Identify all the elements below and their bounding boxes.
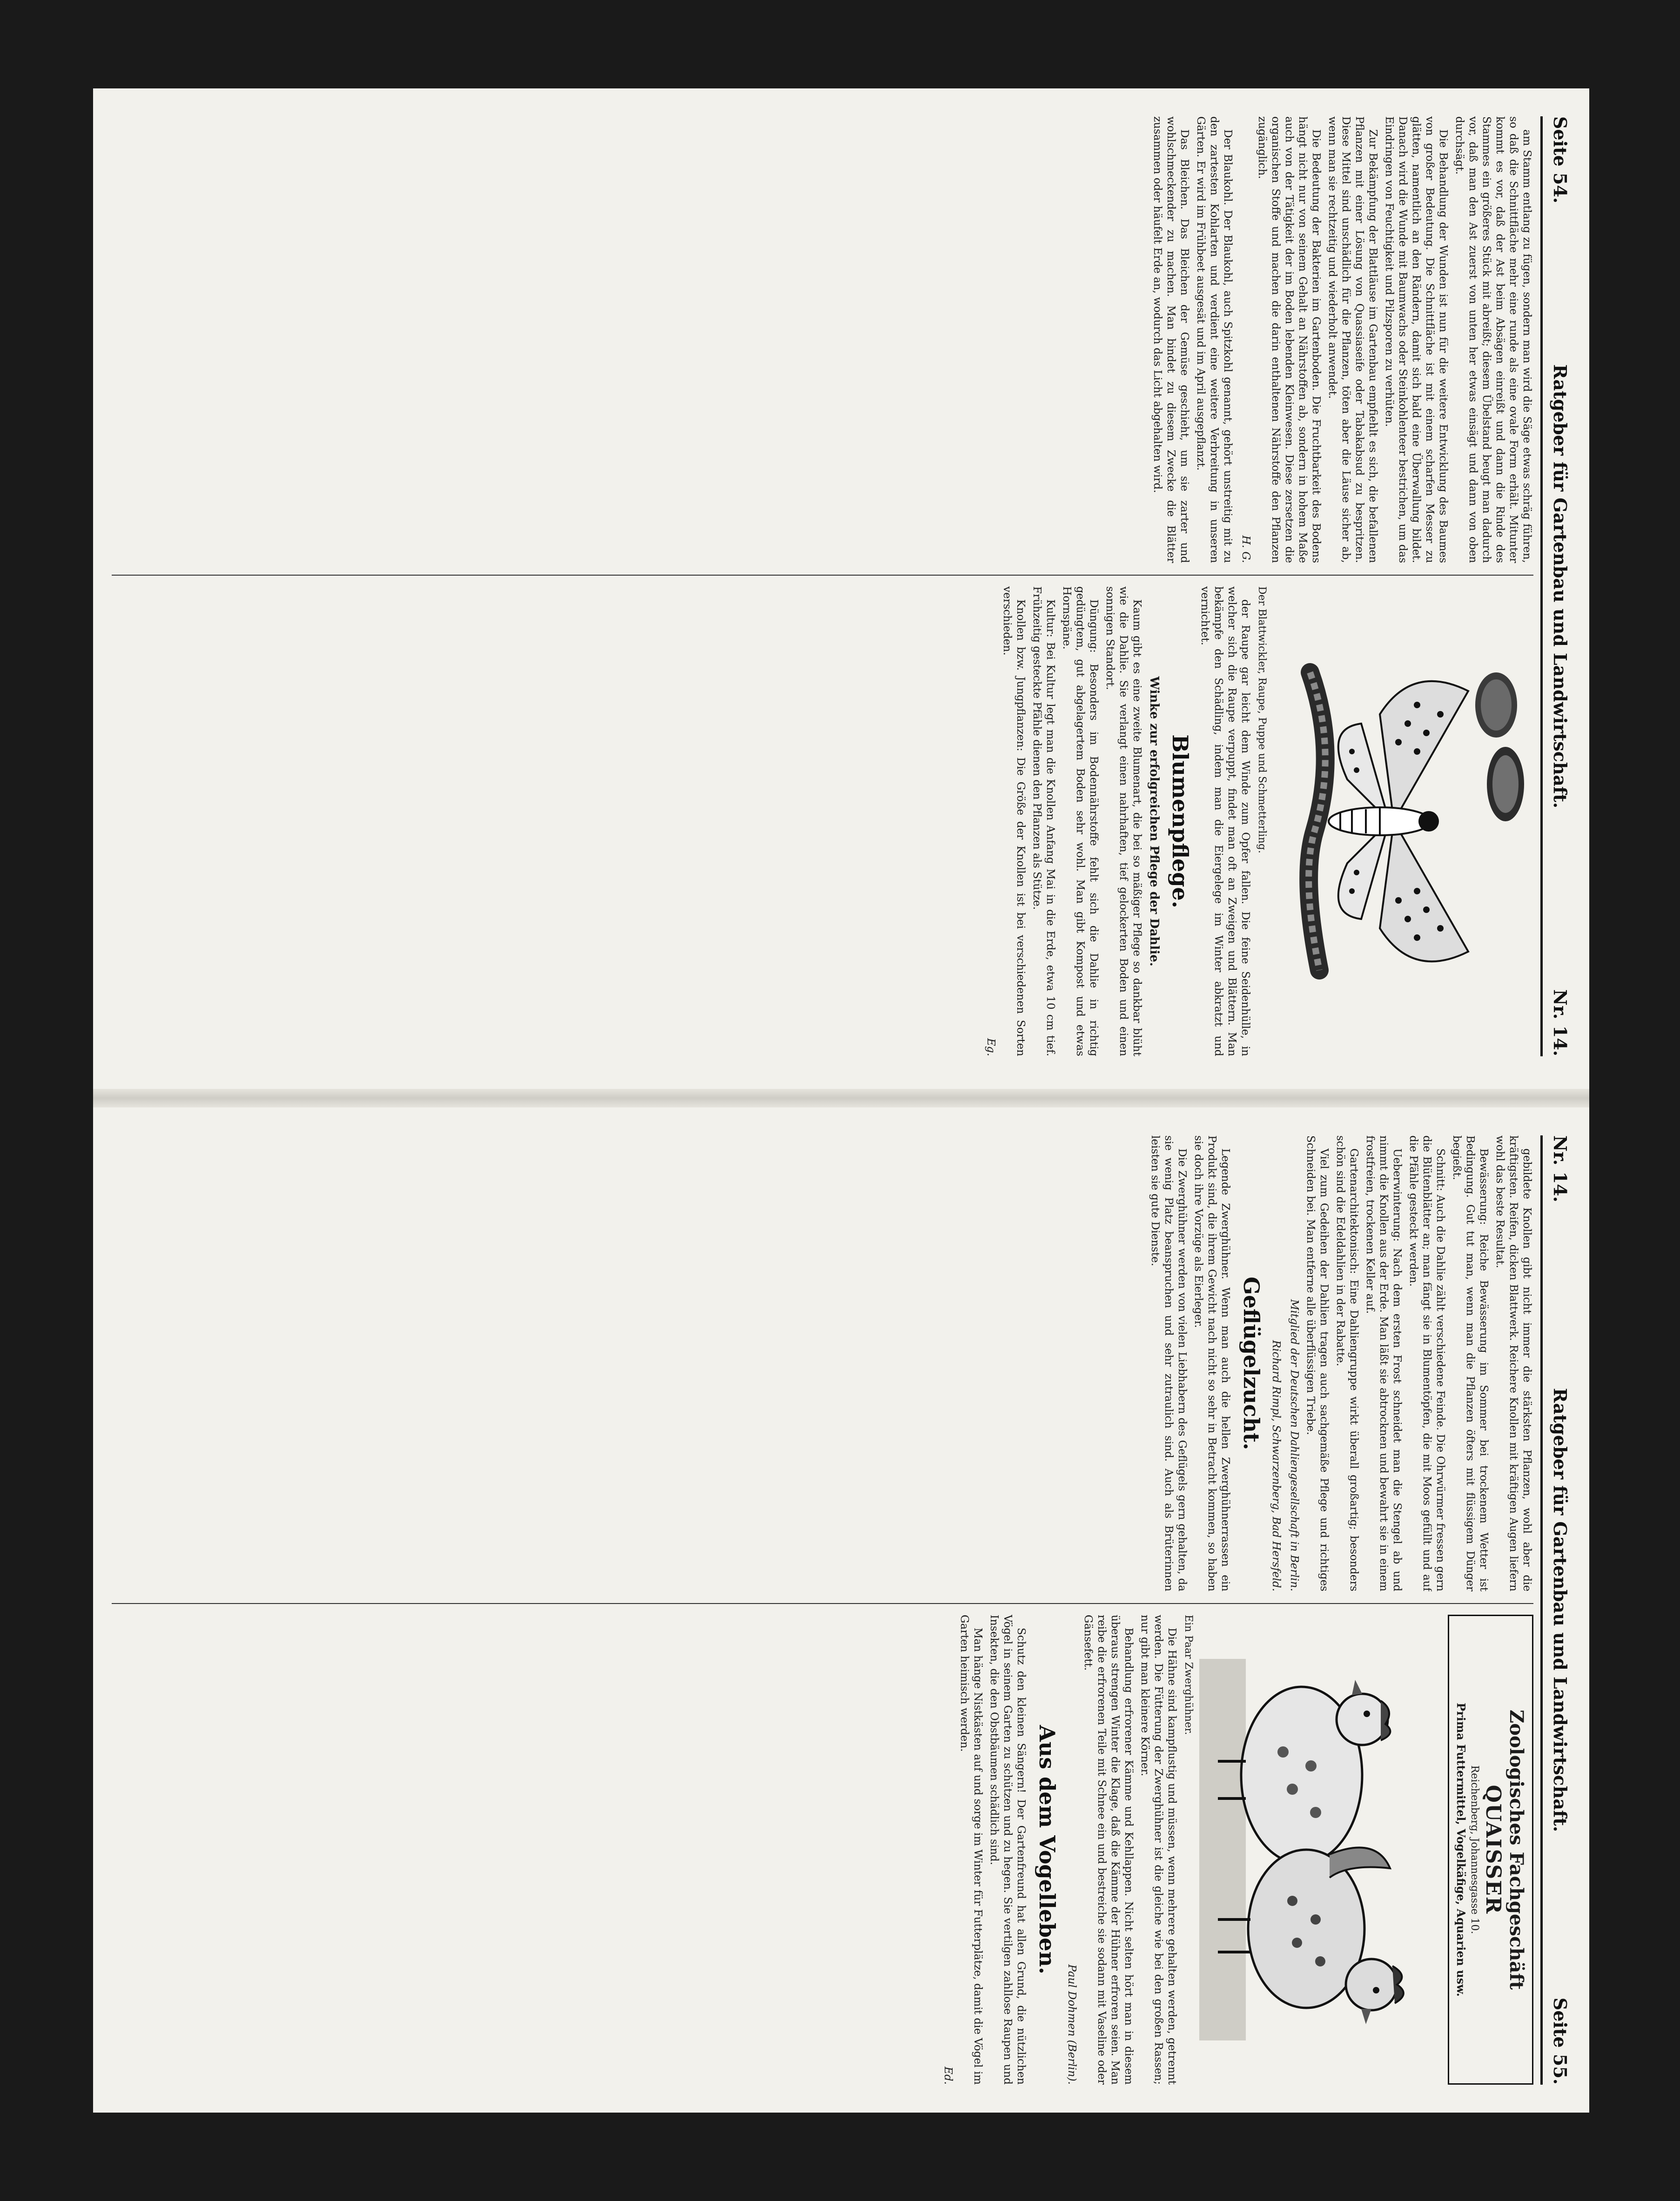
moth-caterpillar-icon (1273, 635, 1533, 1007)
section-heading: Blumenpflege. (1168, 734, 1193, 908)
paragraph: am Stamm entlang zu fügen, sondern man wird die Säge etwas schräg führen, so daß die Schnittfläche mehr eine runde als eine ovale Form erhält. Mitunter kommt es vor, daß der Ast beim Absägen einreißt und dann die Rinde des Stammes ein größeres Stück mit abreißt; diesem Übelstand beugt man dadurch vor, daß man den Ast zuerst von unten her etwas einsägt und dann von oben durchsägt. (1453, 116, 1533, 563)
paragraph: Schutz den kleinen Sängern! Der Gartenfreund hat allen Grund, die nützlichen Vögel in seinem Garten zu schützen und zu hegen. Sie vertilgen zahllose Raupen und Insekten, die den Obstbäumen schädlich sind. (988, 1615, 1027, 2085)
section-heading: Geflügelzucht. (1239, 1276, 1264, 1450)
paragraph: der Raupe gar leicht dem Winde zum Opfer fallen. Die feine Seidenhülle, in welcher sich die Raupe verpuppt, findet man oft an Zweigen und Blättern. Man bekämpfe den Schädling, indem man die Eiergelege im Winter abkratzt und vernichtet. (1199, 586, 1251, 1056)
paragraph: Düngung: Besonders im Bodennährstoffe fehlt sich die Dahlie in richtig gedüngtem, gut abgelagertem Boden sehr wohl. Man gibt Kompost und etwas Hornspäne. (1061, 586, 1100, 1056)
paragraph: Die Zwerghühner werden von vielen Liebhabern des Geflügels gern gehalten, da sie wenig Platz beanspruchen und sehr zutraulich sind. Auch als Brüterinnen leisten sie gute Dienste. (1149, 1135, 1188, 1591)
header-rule (1540, 1135, 1543, 2085)
publication-title: Ratgeber für Gartenbau und Landwirtschaft. (1550, 1388, 1571, 1832)
page-55 (93, 1107, 1589, 2113)
paragraph: Zur Bekämpfung der Blattläuse im Gartenbau empfiehlt es sich, die befallenen Pflanzen mit einer Lösung von Quassiaseife oder Tabakabsud zu bespritzen. Diese Mittel sind unschädlich für die Pflanzen, töten aber die Läuse sicher ab, wenn man sie rechtzeitig und wiederholt anwendet. (1326, 116, 1379, 563)
paragraph: gebildete Knollen gibt nicht immer die stärksten Pflanzen, wohl aber die kräftigsten. Reifen, dicken Blattwerk. Reichere Knollen mit kräftigen Augen liefern wohl das beste Resultat. (1494, 1135, 1533, 1591)
column-rule (112, 1603, 1533, 1604)
newspaper-sheet (93, 88, 1589, 2113)
paragraph: Die Behandlung der Wunden ist nun für die weitere Entwicklung des Baumes von großer Bedeutung. Die Schnittfläche ist mit einem scharfen Messer zu glätten, namentlich an den Rändern, damit sich bald eine Überwallung bildet. Danach wird die Wunde mit Baumwachs oder Steinkohlenteer bestrichen, um das Eindringen von Feuchtigkeit und Pilzsporen zu verhüten. (1383, 116, 1449, 563)
paragraph: Knollen bzw. Jungpflanzen: Die Größe der Knollen ist bei verschiedenen Sorten verschieden. (1001, 586, 1027, 1056)
illustration-caption: Ein Paar Zwerghühner. (1183, 1615, 1194, 1735)
paragraph: Legende Zwerghühner. Wenn man auch die hellen Zwerghühnerrassen ein Produkt sind, die ihrem Gewicht nach nicht so sehr in Betracht kommen, so haben sie doch ihre Vorzüge als Eierleger. (1192, 1135, 1231, 1591)
paragraph: Ueberwinterung: Nach dem ersten Frost schneidet man die Stengel ab und nimmt die Knollen aus der Erde. Man läßt sie abtrocknen und bewahrt sie in einem frostfreien, trockenen Keller auf. (1364, 1135, 1403, 1591)
column-1 (112, 1135, 1533, 1591)
bantam-chickens-icon (1199, 1659, 1441, 2040)
author-signature: H. G. (1240, 535, 1252, 563)
paragraph: Der Blaukohl. Der Blaukohl, auch Spitzkohl genannt, gehört unstreitig mit zu den zartesten Kohlarten und verdient eine weitere Verbreitung in unseren Gärten. Er wird im Frühbeet ausgesät und im April ausgepflanzt. (1195, 116, 1234, 563)
paragraph: Behandlung erfrorener Kämme und Kehllappen. Nicht selten hört man in diesem überaus strengen Winter die Klage, daß die Kämme der Hühner erfroren seien. Man reibe die erfrorenen Teile mit Schnee ein und bestreiche sie sodann mit Vaseline oder Gänsefett. (1082, 1615, 1135, 2085)
page-number: Seite 54. (1550, 116, 1571, 204)
paragraph: Man hänge Nistkästen auf und sorge im Winter für Futterplätze, damit die Vögel im Garten heimisch werden. (958, 1615, 984, 2085)
chickens-illustration (1199, 1659, 1441, 2040)
illustration-caption: Der Blattwickler, Raupe, Puppe und Schmetterling. (1256, 586, 1268, 853)
paragraph: Kultur: Bei Kultur legt man die Knollen Anfang Mai in die Erde, etwa 10 cm tief. Frühzeitig gesteckte Pfähle dienen den Pflanzen als Stütze. (1031, 586, 1056, 1056)
header-rule (1540, 116, 1543, 1056)
paragraph: Die Bedeutung der Bakterien im Gartenboden. Die Fruchtbarkeit des Bodens hängt nicht nur von seinem Gehalt an Nährstoffen ab, sondern in hohem Maße auch von der Tätigkeit der im Boden lebenden Kleinwesen. Diese zersetzen die organischen Stoffe und machen die darin enthaltenen Nährstoffe den Pflanzen zugänglich. (1256, 116, 1322, 563)
publication-title: Ratgeber für Gartenbau und Landwirtschaft. (1550, 364, 1571, 809)
paragraph: Kaum gibt es eine zweite Blumenart, die bei so mäßiger Pflege so dankbar blüht wie die Dahlie. Sie verlangt einen nahrhaften, tief gelockerten Boden und einen sonnigen Standort. (1104, 586, 1143, 1056)
ad-title: Zoologisches Fachgeschäft (1505, 1710, 1527, 1990)
running-header (1543, 116, 1571, 1056)
column-2 (112, 1615, 1533, 2085)
paragraph: Gartenarchitektonisch: Eine Dahliengruppe wirkt überall großartig; besonders schön sind die Edeldahlien in der Rabatte. (1334, 1135, 1360, 1591)
article-title: Winke zur erfolgreichen Pflege der Dahlie. (1147, 676, 1161, 966)
moth-illustration (1273, 635, 1533, 1007)
paragraph: Schnitt: Auch die Dahlie zählt verschiedene Feinde. Die Ohrwürmer fressen gern die Blütenblätter an; man fängt sie in Blumentöpfen, die mit Moos gefüllt und auf die Pfähle gesteckt werden. (1407, 1135, 1446, 1591)
ad-address: Reichenberg, Johannesgasse 10. (1469, 1765, 1480, 1934)
paragraph: Die Hähne sind kampflustig und müssen, wenn mehrere gehalten werden, getrennt werden. Die Fütterung der Zwerghühner ist die gleiche wie bei den großen Rassen; nur gibt man kleinere Körner. (1139, 1615, 1178, 2085)
column-rule (112, 575, 1533, 576)
author-signature: Paul Dohmen (Berlin). (1066, 1964, 1078, 2085)
issue-number: Nr. 14. (1550, 989, 1571, 1056)
page-gutter (93, 1089, 1589, 1107)
running-header (1543, 1135, 1571, 2085)
column-1 (112, 116, 1533, 563)
page-54 (93, 88, 1589, 1084)
paragraph: Viel zum Gedeihen der Dahlien tragen auch sachgemäße Pflege und richtiges Schneiden bei. Man entferne alle überflüssigen Triebe. (1304, 1135, 1330, 1591)
advertisement (1448, 1615, 1533, 2085)
paragraph: Das Bleichen. Das Bleichen der Gemüse geschieht, um sie zarter und wohlschmeckender zu machen. Man bindet zu diesem Zwecke die Blätter zusammen oder häufelt Erde an, wodurch das Licht abgehalten wird. (1151, 116, 1190, 563)
paragraph: Bewässerung: Reiche Bewässerung im Sommer bei trockenem Wetter ist Bedingung. Gut tut man, wenn man die Pflanzen öfters mit flüssigem Dünger begießt. (1451, 1135, 1490, 1591)
issue-number: Nr. 14. (1550, 1135, 1571, 1202)
ad-products: Prima Futtermittel, Vogelkäfige, Aquarien usw. (1454, 1703, 1468, 1997)
column-2 (112, 586, 1533, 1056)
author-signature: Eg. (985, 1038, 997, 1056)
author-affiliation: Mitglied der Deutschen Dahliengesellschaft in Berlin. (1288, 1299, 1300, 1591)
author-signature: Ed. (942, 2067, 954, 2085)
ad-company: QUAISSER (1481, 1785, 1505, 1915)
newspaper-spread (93, 88, 1589, 2113)
section-heading: Aus dem Vogelleben. (1035, 1725, 1060, 1974)
author-signature: Richard Rimpl, Schwarzenberg, Bad Hersfeld. (1270, 1340, 1282, 1591)
page-number: Seite 55. (1550, 1997, 1571, 2085)
